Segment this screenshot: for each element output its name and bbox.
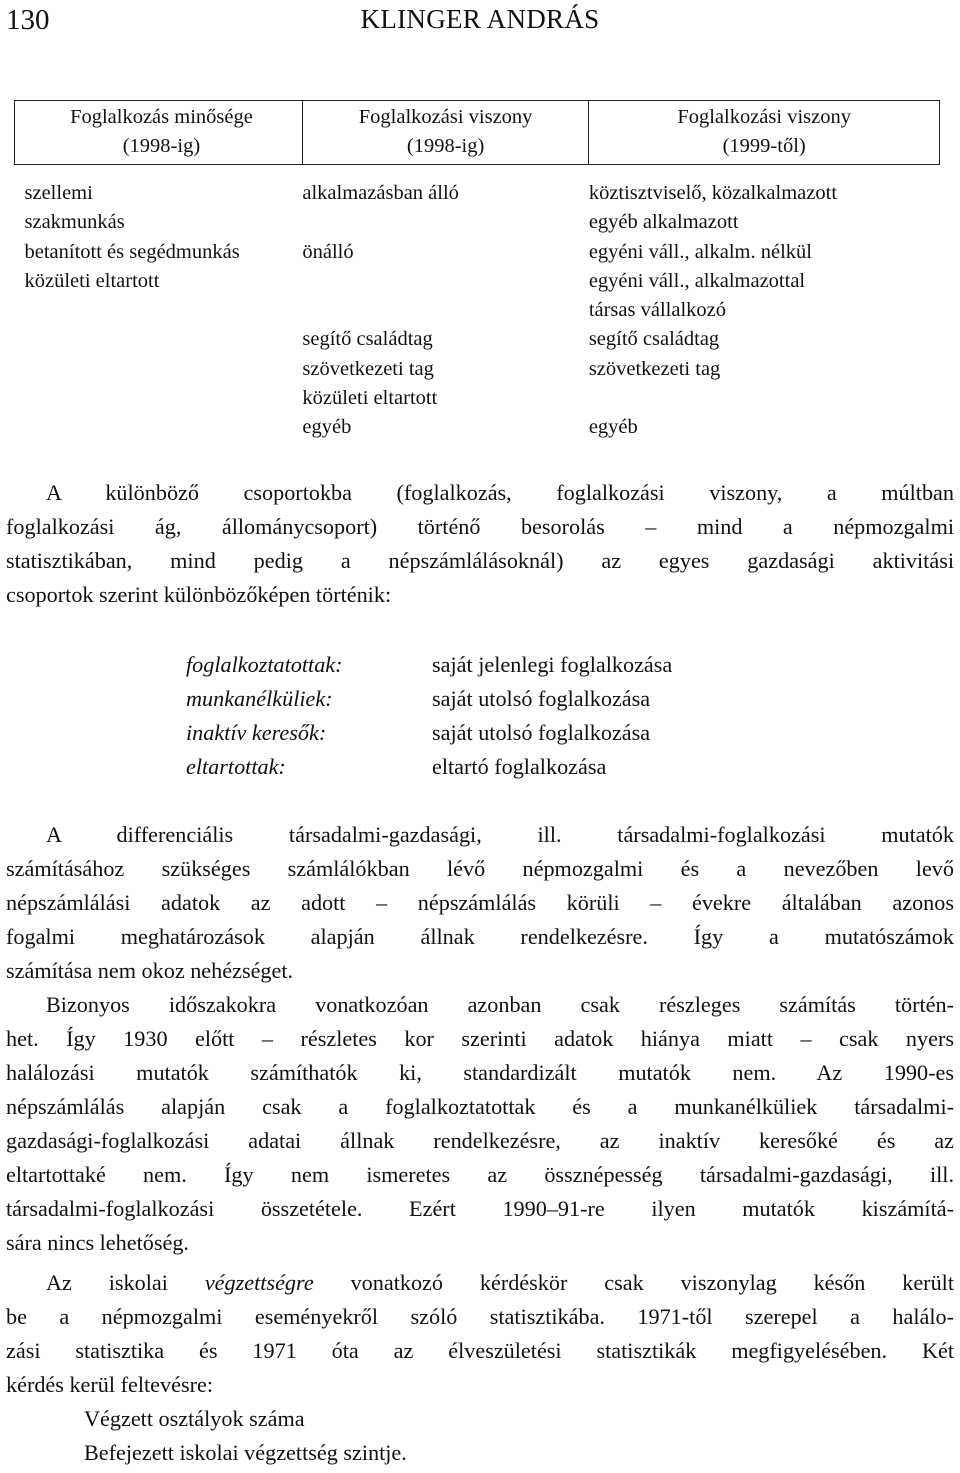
text-line: népszámlálás alapján csak a foglalkoztatottak és a munkanélküliek társadalmi- — [6, 1094, 954, 1119]
occupation-table — [14, 100, 940, 443]
definition-term: inaktív keresők: — [186, 720, 327, 745]
text-line: A differenciális társadalmi-gazdasági, ill. társadalmi-foglalkozási mutatók — [46, 822, 954, 847]
definition-value: saját utolsó foglalkozása — [432, 720, 651, 745]
text-line: gazdasági-foglalkozási adatai állnak rendelkezésre, az inaktív keresőké és az — [6, 1128, 954, 1153]
table-cell: közületi eltartott — [24, 269, 160, 292]
table-cell: egyéb — [302, 416, 352, 439]
table-cell: társas vállalkozó — [588, 299, 726, 322]
table-cell: egyéni váll., alkalm. nélkül — [588, 240, 812, 263]
table-header-text: Foglalkozás minősége (1998-ig) — [70, 106, 253, 157]
table-cell: alkalmazásban álló — [302, 182, 459, 204]
text-line — [6, 1266, 954, 1300]
text-line: számítása nem okoz nehézséget. — [6, 958, 294, 983]
definition-value: eltartó foglalkozása — [432, 754, 607, 779]
table-cell: betanított és segédmunkás — [24, 240, 240, 263]
table-header-cell — [15, 101, 303, 165]
table-cell — [589, 384, 940, 413]
text-line: társadalmi-foglalkozási összetétele. Ezért 1990–91-re ilyen mutatók kiszámítá- — [6, 1196, 954, 1221]
table-cell: egyéni váll., alkalmazottal — [588, 269, 806, 292]
col-relation-from-1999 — [589, 165, 940, 443]
table-cell: szakmunkás — [24, 211, 125, 234]
table-header-text: Foglalkozási viszony (1999-től) — [677, 106, 851, 157]
table-cell: szellemi — [24, 182, 93, 204]
definition-term: eltartottak: — [186, 754, 286, 779]
text-line: halálozási mutatók számíthatók ki, standardizált mutatók nem. Az 1990-es — [6, 1060, 954, 1085]
table-cell: egyéb alkalmazott — [588, 211, 739, 234]
table-header-row — [15, 101, 940, 165]
table-cell: önálló — [302, 240, 354, 263]
table-body-row — [15, 165, 940, 443]
running-head: KLINGER ANDRÁS — [360, 4, 600, 34]
text-line: kérdés kerül feltevésre: — [6, 1372, 213, 1397]
text-line: számításához szükséges számlálókban lévő népmozgalmi és a nevezőben levő — [6, 856, 954, 881]
emphasis-text: végzettségre — [204, 1270, 314, 1295]
text-line: het. Így 1930 előtt – részletes kor szerinti adatok hiánya miatt – csak nyers — [6, 1026, 954, 1051]
definition-value: saját jelenlegi foglalkozása — [432, 652, 673, 677]
paragraph-education — [6, 1266, 954, 1402]
col-relation-until-1998 — [302, 165, 588, 443]
text-line: népszámlálási adatok az adott – népszámlálás körüli – évekre általában azonos — [6, 890, 954, 915]
page-header — [0, 0, 960, 44]
text-line: statisztikában, mind pedig a népszámlálásoknál) az egyes gazdasági aktivitási — [6, 548, 954, 573]
paragraph-differential — [6, 818, 954, 988]
table-header-cell — [589, 101, 940, 165]
text-line: A különböző csoportokba (foglalkozás, foglalkozási viszony, a múltban — [46, 480, 954, 505]
list-item: Befejezett iskolai végzettség szintje. — [84, 1440, 407, 1465]
definition-term: foglalkoztatottak: — [186, 652, 343, 677]
text-line: eltartottaké nem. Így nem ismeretes az össznépesség társadalmi-gazdasági, ill. — [6, 1162, 954, 1187]
list-item: Végzett osztályok száma — [84, 1406, 305, 1431]
paragraph-periods — [6, 988, 954, 1260]
table-cell — [302, 267, 588, 296]
definition-term: munkanélküliek: — [186, 686, 333, 711]
table-cell: szövetkezeti tag — [588, 357, 721, 380]
paragraph-grouping — [6, 476, 954, 612]
table-cell: segítő családtag — [588, 328, 720, 351]
definition-row — [186, 716, 672, 750]
definition-row — [186, 750, 672, 784]
definition-list — [186, 648, 672, 784]
text-line: be a népmozgalmi eseményekről szóló statisztikába. 1971-től szerepel a halálo- — [6, 1304, 954, 1329]
question-list — [84, 1402, 407, 1470]
table-cell: segítő családtag — [302, 328, 433, 351]
table-cell: szövetkezeti tag — [302, 357, 434, 380]
text-line: sára nincs lehetőség. — [6, 1230, 189, 1255]
page-number: 130 — [6, 4, 50, 36]
table-cell — [302, 296, 588, 325]
table-cell: köztisztviselő, közalkalmazott — [588, 182, 838, 204]
text-line: Bizonyos időszakokra vonatkozóan azonban csak részleges számítás történ- — [46, 992, 954, 1017]
text-line: fogalmi meghatározások alapján állnak rendelkezésre. Így a mutatószámok — [6, 924, 954, 949]
text-line: foglalkozási ág, állománycsoport) történő besorolás – mind a népmozgalmi — [6, 514, 954, 539]
col-occupation-quality — [15, 165, 303, 443]
table-cell — [302, 208, 588, 237]
table-header-text: Foglalkozási viszony (1998-ig) — [358, 106, 533, 157]
table-cell: egyéb — [588, 416, 638, 439]
text-line: zási statisztika és 1971 óta az élveszületési statisztikák megfigyelésében. Két — [6, 1338, 954, 1363]
text-run: vonatkozó kérdéskör csak viszonylag későn került — [313, 1270, 954, 1295]
table-header-cell — [302, 101, 588, 165]
table-cell: közületi eltartott — [302, 387, 438, 410]
definition-row — [186, 648, 672, 682]
text-line: csoportok szerint különbözőképen történik: — [6, 582, 392, 607]
definition-row — [186, 682, 672, 716]
definition-value: saját utolsó foglalkozása — [432, 686, 651, 711]
text-run: Az iskolai — [46, 1270, 205, 1295]
